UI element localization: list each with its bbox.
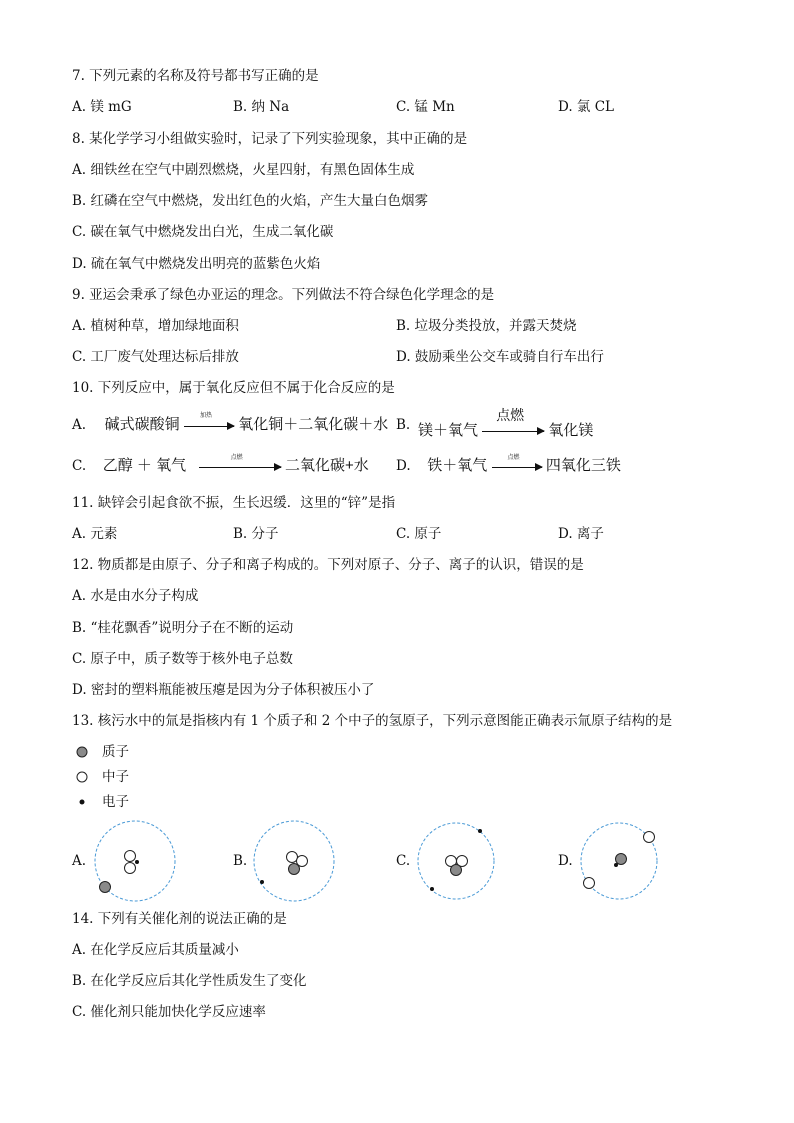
q13-stem: 13. 核污水中的氚是指核内有 1 个质子和 2 个中子的氢原子，下列示意图能正确表示氚原子结构的是 xyxy=(72,713,673,729)
q10-option-c-condition: 点燃 xyxy=(230,453,243,461)
q12-stem: 12. 物质都是由原子、分子和离子构成的。下列对原子、分子、离子的认识，错误的是 xyxy=(72,557,584,573)
legend-neutron-label: 中子 xyxy=(102,769,129,785)
q11-option-d: D. 离子 xyxy=(558,526,604,542)
q7-option-d: D. 氯 CL xyxy=(558,99,615,115)
electron xyxy=(260,880,264,884)
q10-option-b xyxy=(418,407,594,442)
q14-option-a: A. 在化学反应后其质量减小 xyxy=(72,942,239,958)
q14-option-c: C. 催化剂只能加快化学反应速率 xyxy=(72,1004,266,1020)
legend-electron-label: 电子 xyxy=(102,794,129,810)
q8-stem: 8. 某化学学习小组做实验时，记录了下列实验现象，其中正确的是 xyxy=(72,131,468,147)
q10-option-d-reactants: 铁＋氧气 xyxy=(427,457,488,474)
neutron-legend-icon xyxy=(72,768,92,786)
neutron xyxy=(287,852,298,863)
q10-option-d-label: D. xyxy=(396,458,411,474)
q12-option-c: C. 原子中，质子数等于核外电子总数 xyxy=(72,651,293,667)
q9-stem: 9. 亚运会秉承了绿色办亚运的理念。下列做法不符合绿色化学理念的是 xyxy=(72,287,495,303)
q13-option-d-label: D. xyxy=(558,853,573,869)
proton xyxy=(616,854,627,865)
legend-neutron xyxy=(72,768,272,786)
q10-stem: 10. 下列反应中，属于氧化反应但不属于化合反应的是 xyxy=(72,380,395,396)
q12-option-d: D. 密封的塑料瓶能被压瘪是因为分子体积被压小了 xyxy=(72,682,375,698)
electron xyxy=(135,860,139,864)
q10-option-b-arrow xyxy=(482,407,544,442)
neutron xyxy=(125,863,136,874)
q11-option-b: B. 分子 xyxy=(233,526,279,542)
q12-option-a: A. 水是由水分子构成 xyxy=(72,588,199,604)
legend-electron xyxy=(72,793,272,811)
q10-option-b-reactants: 镁＋氧气 xyxy=(418,421,479,439)
electron xyxy=(614,863,618,867)
q8-option-d: D. 硫在氧气中燃烧发出明亮的蓝紫色火焰 xyxy=(72,256,321,272)
electron-legend-icon xyxy=(72,793,92,811)
q7-option-c: C. 锰 Mn xyxy=(396,99,455,115)
q10-option-a-reactants: 碱式碳酸铜 xyxy=(104,416,180,433)
neutron xyxy=(584,878,595,889)
q10-option-a-condition: 加热 xyxy=(199,411,212,419)
q7-option-b: B. 纳 Na xyxy=(233,99,290,115)
legend-proton xyxy=(72,743,272,761)
q11-option-a: A. 元素 xyxy=(72,526,118,542)
electron xyxy=(430,887,434,891)
q12-option-b: B. “桂花飘香”说明分子在不断的运动 xyxy=(72,620,294,636)
q10-option-a-products: 氧化铜＋二氧化碳＋水 xyxy=(238,416,389,433)
legend-proton-label: 质子 xyxy=(102,744,129,760)
q10-option-b-products: 氧化镁 xyxy=(548,421,594,439)
q10-option-c-arrow xyxy=(199,453,281,476)
q11-option-c: C. 原子 xyxy=(396,526,442,542)
q10-option-c-label: C. xyxy=(72,458,87,474)
q10-option-a-arrow xyxy=(184,411,234,435)
q10-option-b-condition: 点燃 xyxy=(496,407,525,423)
q9-option-d: D. 鼓励乘坐公交车或骑自行车出行 xyxy=(396,349,604,365)
q10-option-d-arrow xyxy=(492,453,542,476)
q9-option-b: B. 垃圾分类投放，并露天焚烧 xyxy=(396,318,577,334)
neutron xyxy=(644,832,655,843)
q8-option-b: B. 红磷在空气中燃烧，发出红色的火焰，产生大量白色烟雾 xyxy=(72,193,429,209)
q13-option-c-label: C. xyxy=(396,853,411,869)
proton xyxy=(100,882,111,893)
q10-option-b-label: B. xyxy=(396,417,411,433)
q13-option-a-label: A. xyxy=(72,853,87,869)
q14-option-b: B. 在化学反应后其化学性质发生了变化 xyxy=(72,973,307,989)
proton-legend-icon xyxy=(72,743,92,761)
q10-option-a-label: A. xyxy=(72,417,87,433)
neutron xyxy=(125,851,136,862)
electron xyxy=(478,829,482,833)
q10-option-a xyxy=(72,411,389,435)
q14-stem: 14. 下列有关催化剂的说法正确的是 xyxy=(72,911,287,927)
q11-stem: 11. 缺锌会引起食欲不振，生长迟缓．这里的“锌”是指 xyxy=(72,495,396,511)
atom-diagram-d xyxy=(574,818,670,906)
q7-option-a: A. 镁 mG xyxy=(72,99,132,115)
atom-diagram-c xyxy=(410,818,506,906)
q8-option-a: A. 细铁丝在空气中剧烈燃烧，火星四射，有黑色固体生成 xyxy=(72,162,415,178)
q10-option-d-condition: 点燃 xyxy=(507,453,520,461)
q9-option-c: C. 工厂废气处理达标后排放 xyxy=(72,349,239,365)
q7-stem: 7. 下列元素的名称及符号都书写正确的是 xyxy=(72,68,319,84)
q9-option-a: A. 植树种草，增加绿地面积 xyxy=(72,318,239,334)
q10-option-d-products: 四氧化三铁 xyxy=(545,457,621,474)
q10-option-c xyxy=(72,453,369,476)
atom-diagram-a xyxy=(88,818,184,906)
proton xyxy=(451,865,462,876)
atom-diagram-b xyxy=(249,818,345,906)
q8-option-c: C. 碳在氧气中燃烧发出白光，生成二氧化碳 xyxy=(72,224,334,240)
proton xyxy=(289,864,300,875)
q10-option-c-reactants: 乙醇 ＋ 氧气 xyxy=(102,457,187,474)
q10-option-d xyxy=(396,453,621,476)
q13-option-b-label: B. xyxy=(233,853,248,869)
q10-option-c-products: 二氧化碳+水 xyxy=(284,457,369,474)
